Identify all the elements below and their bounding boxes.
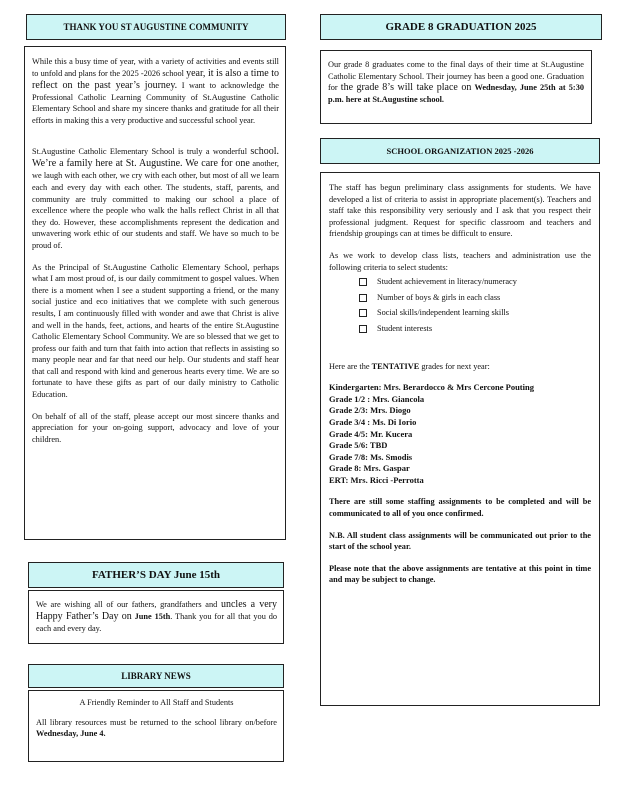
criteria-item: Student achievement in literacy/numeracy [359, 276, 591, 288]
thanks-title: THANK YOU ST AUGUSTINE COMMUNITY [63, 22, 249, 32]
staff-item: Grade 3/4 : Ms. Di Iorio [329, 416, 417, 427]
thanks-paragraph-4: On behalf of all of the staff, please accept our most sincere thanks and appreciation for your on-going support, advocacy and love of your children. [32, 411, 279, 444]
criteria-item: Number of boys & girls in each class [359, 292, 591, 304]
checkbox-icon [359, 309, 367, 317]
thanks-box [24, 46, 286, 540]
graduation-header [320, 14, 602, 40]
fathers-day-title: FATHER’S DAY June 15th [91, 569, 221, 581]
criteria-item: Student interests [359, 323, 591, 335]
checkbox-icon [359, 278, 367, 286]
graduation-title: GRADE 8 GRADUATION 2025 [385, 21, 537, 33]
checkbox-icon [359, 325, 367, 333]
organization-title: SCHOOL ORGANIZATION 2025 -2026 [386, 146, 534, 156]
staff-item: Grade 1/2 : Mrs. Giancola [329, 393, 425, 404]
staff-item: ERT: Mrs. Ricci -Perrotta [329, 474, 424, 485]
thanks-paragraph-2: St.Augustine Catholic Elementary School is truly a wonderful school. We’re a family here at St. Augustine. We care for one another, we laugh with each other, we cry with each other, but most of all we learn each and every day with each other. The students, staff, parents, and community are truly committed to making our school a place of excellence where the people who walk the halls reflect Christ in all that they do. However, these accomplishments represent the dedication and unwavering work ethic of our students and staff. We have so much to be proud of. [32, 146, 279, 250]
library-reminder: A Friendly Reminder to All Staff and Students [79, 698, 234, 707]
graduation-box: Our grade 8 graduates come to the final days of their time at St.Augustine Catholic Elementary School. Their journey has been a good one. Graduation for the grade 8’s will take place on Wednesday, June 25th at 5:30 p.m. here at St.Augustine school. [320, 50, 592, 124]
organization-paragraph-1: The staff has begun preliminary class assignments for students. We have developed a list of criteria to assist in appropriate placement(s). Teachers and staff take this responsibility very seriously and I ask that you respect their professional judgment. Request for specific classroom and teachers and friendship groupings can at times be difficult to ensure. [329, 183, 591, 239]
organization-header [320, 138, 600, 164]
library-box: A Friendly Reminder to All Staff and Students All library resources must be returned to the school library on/before Wednesday, June 4. [28, 690, 284, 762]
fathers-day-box: We are wishing all of our fathers, grandfathers and uncles a very Happy Father’s Day on June 15th. Thank you for all that you do each and every day. [28, 590, 284, 644]
criteria-item: Social skills/independent learning skills [359, 307, 591, 319]
tentative-note: Please note that the above assignments are tentative at this point in time and may be subject to change. [329, 563, 591, 585]
staff-item: Grade 2/3: Mrs. Diogo [329, 405, 411, 416]
library-header [28, 664, 284, 688]
thanks-paragraph-1: While this a busy time of year, with a variety of activities and events still to unfold and plans for the 2025 -2026 school year, it is also a time to reflect on the past year’s journey. I want to acknowledge the Professional Catholic Learning Community of St.Augustine Catholic Elementary School and share my sincere thanks and gratitude for all their efforts in making this a very productive and successful school year. [32, 57, 280, 125]
staff-list [329, 382, 591, 486]
tentative-intro: Here are the TENTATIVE grades for next year: [329, 361, 490, 371]
organization-paragraph-2: As we work to develop class lists, teachers and administration use the following criteria to select students: [329, 250, 591, 272]
nb-note: N.B. All student class assignments will be communicated out prior to the start of the school year. [329, 530, 591, 552]
thanks-header [26, 14, 286, 40]
library-title: LIBRARY NEWS [121, 671, 191, 681]
staff-item: Grade 4/5: Mr. Kucera [329, 428, 413, 439]
criteria-list [359, 276, 591, 334]
staff-item: Grade 5/6: TBD [329, 440, 388, 451]
staff-item: Grade 8: Mrs. Gaspar [329, 463, 410, 474]
checkbox-icon [359, 294, 367, 302]
staffing-note: There are still some staffing assignments to be completed and will be communicated to all of you once confirmed. [329, 497, 591, 519]
organization-box [320, 172, 600, 706]
fathers-day-header [28, 562, 284, 588]
thanks-paragraph-3: As the Principal of St.Augustine Catholic Elementary School, perhaps what I am most proud of, is our daily commitment to gospel values. When there is a moment when I see a student supporting a friend, or the many social justice and eco initiatives that we complete with such generous results, I am continuously filled with wonder and awe that Christ is alive and well in the hands, feet, actions, and hearts of the entire St.Augustine Catholic Elementary School Community. We are so blessed that we get to profess our faith and turn that faith into action that reflects in assisting so many people near and far that need our help. Our students and staff hear that call and respond with kind and generous hearts every time. We are so fortunate to have these gifts as part of our daily ministry to Catholic Education. [32, 262, 279, 400]
staff-item: Kindergarten: Mrs. Berardocco & Mrs Cercone Pouting [329, 382, 534, 393]
staff-item: Grade 7/8: Ms. Smodis [329, 451, 413, 462]
